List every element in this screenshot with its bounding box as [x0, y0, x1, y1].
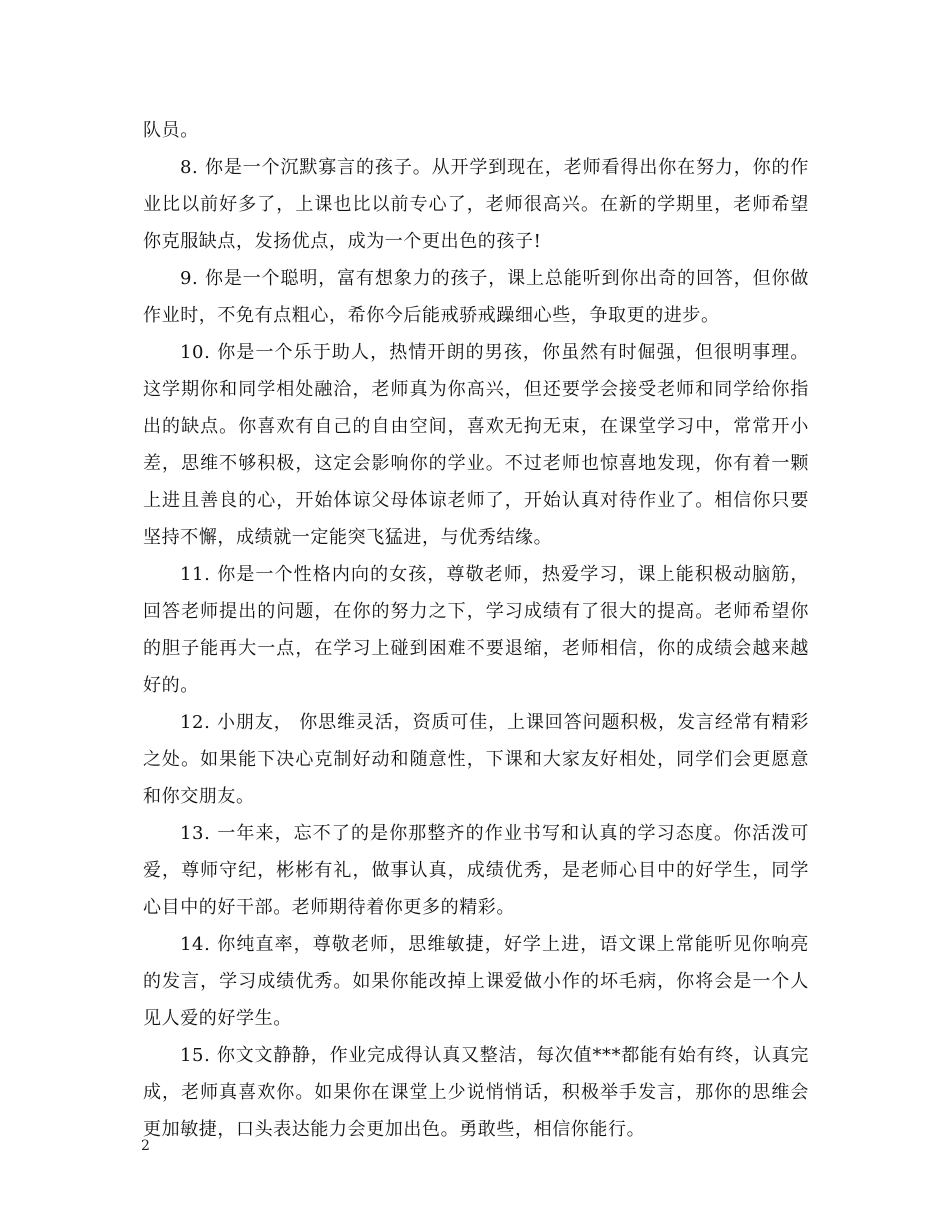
comment-item-15: 15. 你文文静静，作业完成得认真又整洁，每次值***都能有始有终，认真完成，老师真喜欢你。如果你在课堂上少说悄悄话，积极举手发言，那你的思维会更加敏捷，口头表达能力会更加出色。勇敢些，相信你能行。: [143, 1045, 809, 1140]
comment-item-11: 11. 你是一个性格内向的女孩，尊敬老师，热爱学习，课上能积极动脑筋，回答老师提出的问题，在你的努力之下，学习成绩有了很大的提高。老师希望你的胆子能再大一点，在学习上碰到困难不要退缩，老师相信，你的成绩会越来越好的。: [143, 564, 809, 696]
comment-item-8: 8. 你是一个沉默寡言的孩子。从开学到现在，老师看得出你在努力，你的作业比以前好多了，上课也比以前专心了，老师很高兴。在新的学期里，老师希望你克服缺点，发扬优点，成为一个更出色的孩子!: [143, 157, 809, 252]
comment-item-12: 12. 小朋友， 你思维灵活，资质可佳，上课回答问题积极，发言经常有精彩之处。如果能下决心克制好动和随意性，下课和大家友好相处，同学们会更愿意和你交朋友。: [143, 712, 809, 807]
page-number: 2: [141, 1138, 150, 1154]
comment-item-10: 10. 你是一个乐于助人，热情开朗的男孩，你虽然有时倔强，但很明事理。这学期你和同学相处融洽，老师真为你高兴，但还要学会接受老师和同学给你指出的缺点。你喜欢有自己的自由空间，喜欢无拘无束，在课堂学习中，常常开小差，思维不够积极，这定会影响你的学业。不过老师也惊喜地发现，你有着一颗上进且善良的心，开始体谅父母体谅老师了，开始认真对待作业了。相信你只要坚持不懈，成绩就一定能突飞猛进，与优秀结缘。: [143, 342, 809, 548]
paragraph-continuation: 队员。: [143, 120, 199, 141]
document-body: [143, 112, 809, 1148]
comment-item-14: 14. 你纯直率，尊敬老师，思维敏捷，好学上进，语文课上常能听见你响亮的发言，学习成绩优秀。如果你能改掉上课爱做小作的坏毛病，你将会是一个人见人爱的好学生。: [143, 934, 809, 1029]
comment-item-9: 9. 你是一个聪明，富有想象力的孩子，课上总能听到你出奇的回答，但你做作业时，不免有点粗心，希你今后能戒骄戒躁细心些，争取更的进步。: [143, 268, 809, 326]
comment-item-13: 13. 一年来，忘不了的是你那整齐的作业书写和认真的学习态度。你活泼可爱，尊师守纪，彬彬有礼，做事认真，成绩优秀，是老师心目中的好学生，同学心目中的好干部。老师期待着你更多的精彩。: [143, 823, 809, 918]
